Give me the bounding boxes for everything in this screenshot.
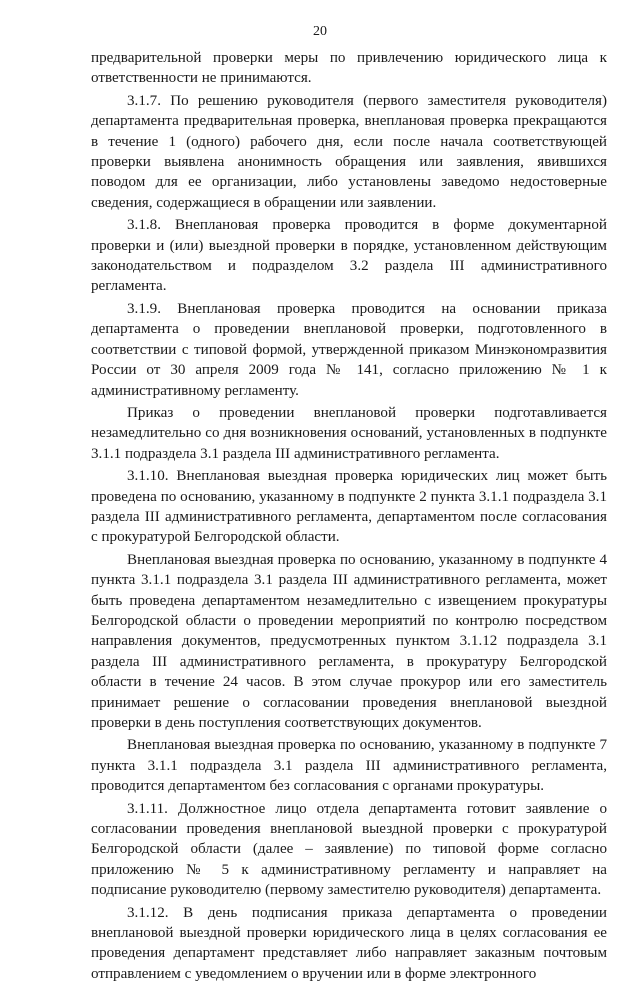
paragraph-urgent-inspection: Внеплановая выездная проверка по основанию, указанному в подпункте 4 пункта 3.1.1 подраздела 3.1 раздела III административного регламента, может быть проведена департаментом незамедлительно с извещением прокуратуры Белгородской области о проведении мероприятий по контролю посредством направления документов, предусмотренных пунктом 3.1.12 подраздела 3.1 раздела III административного регламента, в прокуратуру Белгородской области в течение 24 часов. В этом случае прокурор или его заместитель принимает решение о согласовании проведения внеплановой выездной проверки в день поступления соответствующих документов. bbox=[91, 551, 607, 731]
paragraph-3-1-9: 3.1.9. Внеплановая проверка проводится на основании приказа департамента о проведении внеплановой проверки, подготовленного в соответствии с типовой формой, утвержденной приказом Минэкономразвития России от 30 апреля 2009 года № 141, согласно приложению № 1 к административному регламенту. bbox=[91, 300, 607, 399]
paragraph-3-1-8: 3.1.8. Внеплановая проверка проводится в форме документарной проверки и (или) выездной проверки в порядке, установленном действующим законодательством и подразделом 3.2 раздела III административного регламента. bbox=[91, 217, 607, 295]
paragraph-order-preparation: Приказ о проведении внеплановой проверки подготавливается незамедлительно со дня возникновения оснований, установленных в подпункте 3.1.1 подраздела 3.1 раздела III административного регламента. bbox=[91, 404, 607, 462]
paragraph-3-1-11: 3.1.11. Должностное лицо отдела департамента готовит заявление о согласовании проведения внеплановой выездной проверки с прокуратурой Белгородской области (далее – заявление) по типовой форме согласно приложению № 5 к административному регламенту и направляет на подписание руководителю (первому заместителю руководителя) департамента. bbox=[91, 800, 607, 899]
paragraph-continuation: предварительной проверки меры по привлечению юридического лица к ответственности не принимаются. bbox=[91, 50, 607, 87]
paragraph-no-approval: Внеплановая выездная проверка по основанию, указанному в подпункте 7 пункта 3.1.1 подраздела 3.1 раздела III административного регламента, проводится департаментом без согласования с органами прокуратуры. bbox=[91, 737, 607, 795]
page-number: 20 bbox=[313, 24, 327, 39]
document-body bbox=[91, 48, 607, 986]
paragraph-3-1-7: 3.1.7. По решению руководителя (первого заместителя руководителя) департамента предварительная проверка, внеплановая проверка прекращаются в течение 1 (одного) рабочего дня, если после начала соответствующей проверки выявлена анонимность обращения или заявления, явившихся поводом для ее организации, либо установлены заведомо недостоверные сведения, содержащиеся в обращении или заявлении. bbox=[91, 92, 607, 211]
paragraph-3-1-12: 3.1.12. В день подписания приказа департамента о проведении внеплановой выездной проверки юридического лица в целях согласования ее проведения департамент представляет либо направляет заказным почтовым отправлением с уведомлением о вручении или в форме электронного bbox=[91, 904, 607, 982]
paragraph-3-1-10: 3.1.10. Внеплановая выездная проверка юридических лиц может быть проведена по основанию, указанному в подпункте 2 пункта 3.1.1 подраздела 3.1 раздела III административного регламента, департаментом после согласования с прокуратурой Белгородской области. bbox=[91, 468, 607, 546]
